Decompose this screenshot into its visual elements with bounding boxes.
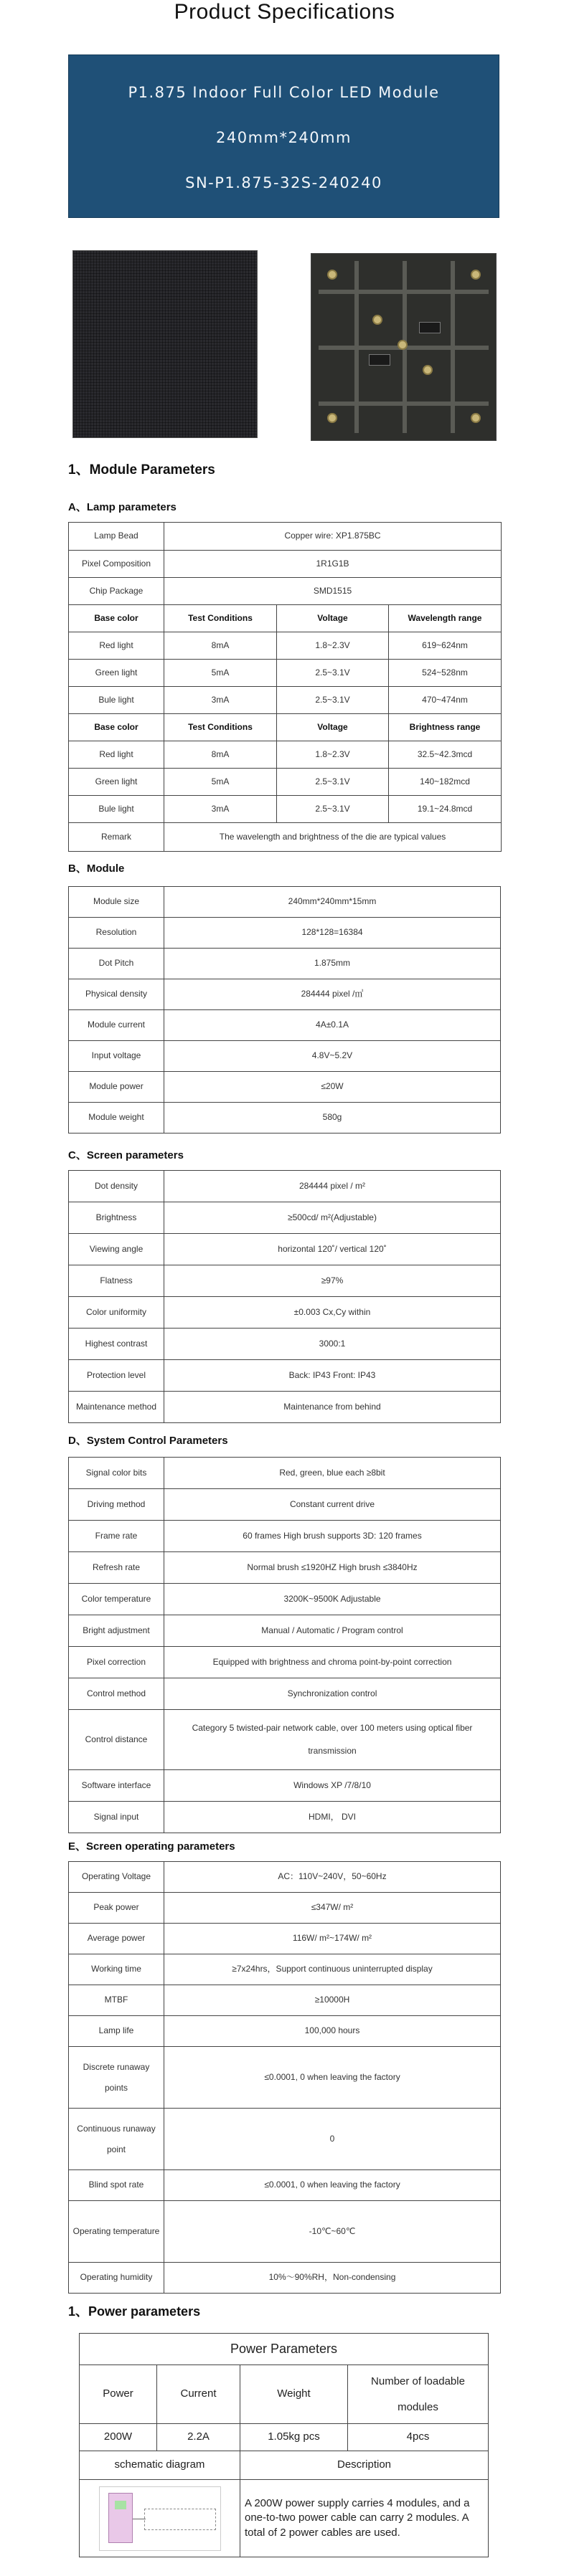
power-parameters-table — [79, 2333, 489, 2557]
table-row — [69, 1521, 501, 1552]
spec-value: 580g — [164, 1103, 501, 1133]
table-cell: 4pcs — [348, 2424, 489, 2451]
section-module-parameters-heading: 1、Module Parameters — [68, 462, 215, 477]
spec-value: 100,000 hours — [164, 2016, 501, 2047]
table-row — [69, 1893, 501, 1924]
spec-value: 116W/ m²~174W/ m² — [164, 1924, 501, 1954]
spec-label: Input voltage — [69, 1041, 164, 1072]
table-cell: 2.5~3.1V — [277, 660, 389, 687]
remark-row — [69, 823, 502, 852]
table-row — [69, 979, 501, 1010]
power-parameters-section-heading: 1、Power parameters — [68, 2304, 201, 2319]
column-header: Number of loadable modules — [348, 2365, 489, 2424]
table-row — [69, 1985, 501, 2016]
spec-label: Pixel correction — [69, 1647, 164, 1678]
spec-value: Constant current drive — [164, 1489, 501, 1521]
spec-value: HDMI， DVI — [164, 1802, 501, 1833]
spec-value: Red, green, blue each ≥8bit — [164, 1458, 501, 1489]
table-cell: 32.5~42.3mcd — [389, 741, 502, 769]
table-row — [69, 741, 502, 769]
table-row — [69, 523, 502, 551]
table-cell: Green light — [69, 660, 164, 687]
table-row — [69, 687, 502, 714]
spec-value: Equipped with brightness and chroma point-by-point correction — [164, 1647, 501, 1678]
remark-value: The wavelength and brightness of the die are typical values — [164, 823, 502, 852]
spec-value: 3000:1 — [164, 1329, 501, 1360]
spec-value: horizontal 120˚/ vertical 120˚ — [164, 1234, 501, 1265]
table-row — [69, 2109, 501, 2170]
table-row — [69, 1954, 501, 1985]
table-row — [69, 1647, 501, 1678]
wavelength-header-row — [69, 605, 502, 632]
spec-value: ≤347W/ m² — [164, 1893, 501, 1924]
spec-label: Average power — [69, 1924, 164, 1954]
table-row — [69, 1202, 501, 1234]
operating-parameters-heading: E、Screen operating parameters — [68, 1840, 235, 1853]
spec-label: Control method — [69, 1678, 164, 1710]
spec-label: Dot density — [69, 1171, 164, 1202]
spec-label: Frame rate — [69, 1521, 164, 1552]
description-label: Description — [240, 2451, 489, 2480]
spec-label: Protection level — [69, 1360, 164, 1392]
table-row — [69, 2016, 501, 2047]
spec-label: Operating temperature — [69, 2201, 164, 2263]
spec-value: 60 frames High brush supports 3D: 120 frames — [164, 1521, 501, 1552]
power-description: A 200W power supply carries 4 modules, and a one-to-two power cable can carry 2 modules. A total of 2 power cables are used. — [240, 2480, 489, 2557]
remark-label: Remark — [69, 823, 164, 852]
table-cell: 1.8~2.3V — [277, 632, 389, 660]
table-cell: Bule light — [69, 687, 164, 714]
table-cell: 140~182mcd — [389, 769, 502, 796]
spec-value: Category 5 twisted-pair network cable, over 100 meters using optical fiber transmission — [164, 1710, 501, 1770]
spec-value: 1.875mm — [164, 949, 501, 979]
table-cell: 2.5~3.1V — [277, 796, 389, 823]
lamp-parameters-heading: A、Lamp parameters — [68, 501, 177, 513]
spec-label: Refresh rate — [69, 1552, 164, 1584]
table-row — [69, 1265, 501, 1297]
spec-label: Module weight — [69, 1103, 164, 1133]
operating-parameters-table — [68, 1861, 501, 2294]
table-cell: 2.5~3.1V — [277, 687, 389, 714]
table-row — [69, 660, 502, 687]
spec-label: Discrete runaway points — [69, 2047, 164, 2109]
table-row — [69, 1041, 501, 1072]
spec-value: ≤20W — [164, 1072, 501, 1103]
column-header: Voltage — [277, 605, 389, 632]
spec-label: Blind spot rate — [69, 2170, 164, 2201]
spec-label: Brightness — [69, 1202, 164, 1234]
brightness-header-row — [69, 714, 502, 741]
spec-value: Maintenance from behind — [164, 1392, 501, 1423]
spec-label: Signal color bits — [69, 1458, 164, 1489]
table-cell: 470~474nm — [389, 687, 502, 714]
schematic-label: schematic diagram — [80, 2451, 240, 2480]
spec-label: Dot Pitch — [69, 949, 164, 979]
table-row — [69, 1234, 501, 1265]
table-cell: 1.05kg pcs — [240, 2424, 348, 2451]
spec-value: Back: IP43 Front: IP43 — [164, 1360, 501, 1392]
column-header: Voltage — [277, 714, 389, 741]
spec-value: ≥97% — [164, 1265, 501, 1297]
table-cell: 3mA — [164, 796, 277, 823]
table-row — [80, 2424, 489, 2451]
table-cell: 8mA — [164, 741, 277, 769]
spec-value: 4A±0.1A — [164, 1010, 501, 1041]
table-cell: 200W — [80, 2424, 157, 2451]
spec-label: Operating humidity — [69, 2263, 164, 2294]
spec-value: 0 — [164, 2109, 501, 2170]
table-row — [69, 2201, 501, 2263]
table-row — [69, 918, 501, 949]
spec-value: 284444 pixel /㎡ — [164, 979, 501, 1010]
table-row — [69, 2170, 501, 2201]
table-row — [69, 1329, 501, 1360]
spec-label: MTBF — [69, 1985, 164, 2016]
spec-label: Color uniformity — [69, 1297, 164, 1329]
spec-label: Module power — [69, 1072, 164, 1103]
wiring-schematic-diagram — [99, 2486, 221, 2551]
column-header: Power — [80, 2365, 157, 2424]
power-title-row — [80, 2334, 489, 2365]
power-supply-icon — [108, 2493, 133, 2543]
spec-value: 1R1G1B — [164, 551, 502, 578]
spec-value: ≥10000H — [164, 1985, 501, 2016]
power-table-title: Power Parameters — [80, 2334, 489, 2365]
table-row — [80, 2451, 489, 2480]
spec-label: Chip Package — [69, 578, 164, 605]
schematic-cell — [80, 2480, 240, 2557]
spec-label: Driving method — [69, 1489, 164, 1521]
spec-value: 10%～90%RH，Non-condensing — [164, 2263, 501, 2294]
column-header: Test Conditions — [164, 714, 277, 741]
table-row — [69, 887, 501, 918]
spec-value: 240mm*240mm*15mm — [164, 887, 501, 918]
spec-label: Flatness — [69, 1265, 164, 1297]
table-row — [69, 1678, 501, 1710]
column-header: Weight — [240, 2365, 348, 2424]
spec-label: Signal input — [69, 1802, 164, 1833]
table-row — [69, 1802, 501, 1833]
table-cell: 19.1~24.8mcd — [389, 796, 502, 823]
spec-value: Synchronization control — [164, 1678, 501, 1710]
table-cell: 1.8~2.3V — [277, 741, 389, 769]
table-row — [69, 1392, 501, 1423]
spec-label: Operating Voltage — [69, 1862, 164, 1893]
spec-value: 128*128=16384 — [164, 918, 501, 949]
banner-product-name: P1.875 Indoor Full Color LED Module — [128, 84, 440, 101]
spec-label: Physical density — [69, 979, 164, 1010]
table-row — [69, 1489, 501, 1521]
table-row — [69, 1584, 501, 1615]
table-row — [69, 1072, 501, 1103]
table-cell: 5mA — [164, 660, 277, 687]
table-row — [69, 2263, 501, 2294]
table-row — [69, 578, 502, 605]
table-cell: 619~624nm — [389, 632, 502, 660]
spec-label: Highest contrast — [69, 1329, 164, 1360]
spec-label: Color temperature — [69, 1584, 164, 1615]
lamp-parameters-table — [68, 522, 502, 852]
spec-value: AC：110V~240V，50~60Hz — [164, 1862, 501, 1893]
table-row — [69, 1615, 501, 1647]
table-cell: 524~528nm — [389, 660, 502, 687]
table-row — [69, 1552, 501, 1584]
system-control-heading: D、System Control Parameters — [68, 1435, 228, 1447]
spec-label: Viewing angle — [69, 1234, 164, 1265]
spec-value: ≥500cd/ m²(Adjustable) — [164, 1202, 501, 1234]
table-row — [69, 632, 502, 660]
table-row — [69, 1770, 501, 1802]
table-row — [69, 1458, 501, 1489]
column-header: Current — [157, 2365, 240, 2424]
table-row — [69, 949, 501, 979]
spec-value: 4.8V~5.2V — [164, 1041, 501, 1072]
table-row — [69, 551, 502, 578]
spec-label: Peak power — [69, 1893, 164, 1924]
table-row — [69, 1360, 501, 1392]
table-cell: 2.2A — [157, 2424, 240, 2451]
product-banner — [68, 54, 499, 218]
spec-value: Windows XP /7/8/10 — [164, 1770, 501, 1802]
table-row — [80, 2480, 489, 2557]
table-row — [69, 796, 502, 823]
table-cell: Bule light — [69, 796, 164, 823]
table-row — [69, 1924, 501, 1954]
spec-label: Working time — [69, 1954, 164, 1985]
column-header: Wavelength range — [389, 605, 502, 632]
spec-label: Control distance — [69, 1710, 164, 1770]
screen-parameters-table — [68, 1170, 501, 1423]
table-row — [69, 1103, 501, 1133]
table-row — [69, 1010, 501, 1041]
table-cell: Green light — [69, 769, 164, 796]
table-row — [69, 2047, 501, 2109]
column-header: Base color — [69, 714, 164, 741]
column-header: Base color — [69, 605, 164, 632]
table-cell: 3mA — [164, 687, 277, 714]
spec-value: ≤0.0001, 0 when leaving the factory — [164, 2170, 501, 2201]
spec-value: SMD1515 — [164, 578, 502, 605]
module-back-image — [311, 253, 497, 441]
page-title: Product Specifications — [174, 0, 395, 24]
spec-value: Copper wire: XP1.875BC — [164, 523, 502, 551]
spec-value: 3200K~9500K Adjustable — [164, 1584, 501, 1615]
spec-label: Resolution — [69, 918, 164, 949]
table-cell: Red light — [69, 741, 164, 769]
spec-label: Pixel Composition — [69, 551, 164, 578]
spec-label: Bright adjustment — [69, 1615, 164, 1647]
spec-value: ≤0.0001, 0 when leaving the factory — [164, 2047, 501, 2109]
spec-label: Module size — [69, 887, 164, 918]
spec-value: -10℃~60℃ — [164, 2201, 501, 2263]
column-header: Test Conditions — [164, 605, 277, 632]
screen-parameters-heading: C、Screen parameters — [68, 1149, 184, 1161]
spec-value: ±0.003 Cx,Cy within — [164, 1297, 501, 1329]
table-cell: 8mA — [164, 632, 277, 660]
spec-value: Normal brush ≤1920HZ High brush ≤3840Hz — [164, 1552, 501, 1584]
table-row — [69, 1297, 501, 1329]
spec-label: Lamp Bead — [69, 523, 164, 551]
module-heading: B、Module — [68, 862, 125, 875]
table-cell: 5mA — [164, 769, 277, 796]
table-cell: Red light — [69, 632, 164, 660]
table-row — [69, 1171, 501, 1202]
module-front-image — [72, 250, 258, 438]
spec-label: Software interface — [69, 1770, 164, 1802]
system-control-table — [68, 1457, 501, 1833]
spec-value: ≥7x24hrs，Support continuous uninterrupted display — [164, 1954, 501, 1985]
spec-label: Module current — [69, 1010, 164, 1041]
table-row — [69, 1710, 501, 1770]
table-row — [69, 769, 502, 796]
spec-label: Maintenance method — [69, 1392, 164, 1423]
banner-dimensions: 240mm*240mm — [216, 129, 352, 146]
table-row — [69, 1862, 501, 1893]
module-table — [68, 886, 501, 1133]
spec-label: Continuous runaway point — [69, 2109, 164, 2170]
power-header-row — [80, 2365, 489, 2424]
spec-label: Lamp life — [69, 2016, 164, 2047]
table-cell: 2.5~3.1V — [277, 769, 389, 796]
banner-serial-number: SN-P1.875-32S-240240 — [185, 174, 382, 191]
spec-value: Manual / Automatic / Program control — [164, 1615, 501, 1647]
column-header: Brightness range — [389, 714, 502, 741]
spec-value: 284444 pixel / m² — [164, 1171, 501, 1202]
